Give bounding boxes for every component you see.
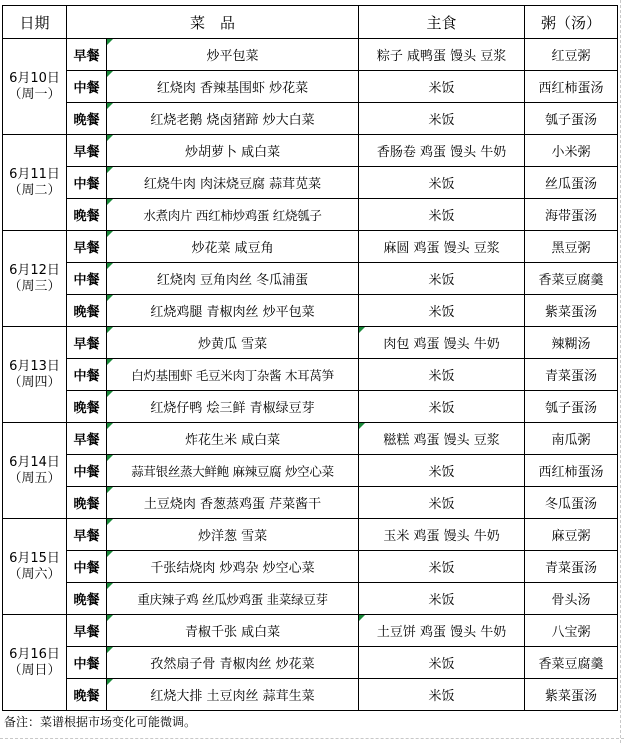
dishes-cell: 红烧仔鸭 烩三鲜 青椒绿豆芽: [107, 391, 359, 423]
meal-row: [3, 647, 618, 679]
dishes-cell: 红烧老鹅 烧卤猪蹄 炒大白菜: [107, 103, 359, 135]
staple-cell: 米饭: [359, 295, 525, 327]
meal-row: [3, 199, 618, 231]
day-date: 6月10日: [9, 70, 60, 86]
day-weekday: （周一）: [8, 86, 61, 102]
meal-row: [3, 519, 618, 551]
soup-cell: 青菜蛋汤: [525, 359, 618, 391]
day-date: 6月16日: [9, 646, 60, 662]
day-cell: [3, 519, 67, 615]
staple-cell: 糍糕 鸡蛋 馒头 豆浆: [359, 423, 525, 455]
meal-row: [3, 263, 618, 295]
meal-label: 中餐: [67, 71, 107, 103]
soup-cell: 辣糊汤: [525, 327, 618, 359]
soup-cell: 瓠子蛋汤: [525, 391, 618, 423]
meal-row: [3, 39, 618, 71]
meal-row: [3, 615, 618, 647]
dishes-cell: 红烧肉 香辣基围虾 炒花菜: [107, 71, 359, 103]
dishes-cell: 炒黄瓜 雪菜: [107, 327, 359, 359]
staple-cell: 土豆饼 鸡蛋 馒头 牛奶: [359, 615, 525, 647]
staple-cell: 米饭: [359, 455, 525, 487]
day-date: 6月11日: [9, 166, 60, 182]
meal-row: [3, 359, 618, 391]
page-boundary-horizontal: [0, 738, 624, 740]
dishes-cell: 水煮肉片 西红柿炒鸡蛋 红烧瓠子: [107, 199, 359, 231]
day-date: 6月14日: [9, 454, 60, 470]
soup-cell: 冬瓜蛋汤: [525, 487, 618, 519]
day-cell: [3, 327, 67, 423]
soup-cell: 红豆粥: [525, 39, 618, 71]
footnote: 备注：菜谱根据市场变化可能微调。: [4, 715, 197, 729]
soup-cell: 南瓜粥: [525, 423, 618, 455]
soup-cell: 西红柿蛋汤: [525, 455, 618, 487]
meal-row: [3, 391, 618, 423]
meal-label: 中餐: [67, 551, 107, 583]
meal-row: [3, 135, 618, 167]
dishes-cell: 红烧大排 土豆肉丝 蒜茸生菜: [107, 679, 359, 711]
header-dishes: 菜 品: [67, 6, 359, 39]
dishes-cell: 白灼基围虾 毛豆米肉丁杂酱 木耳莴笋: [107, 359, 359, 391]
day-cell: [3, 39, 67, 135]
staple-cell: 米饭: [359, 71, 525, 103]
meal-label: 早餐: [67, 231, 107, 263]
dishes-cell: 红烧牛肉 肉沫烧豆腐 蒜茸苋菜: [107, 167, 359, 199]
day-cell: [3, 231, 67, 327]
soup-cell: 丝瓜蛋汤: [525, 167, 618, 199]
meal-row: [3, 71, 618, 103]
soup-cell: 八宝粥: [525, 615, 618, 647]
soup-cell: 海带蛋汤: [525, 199, 618, 231]
header-staple: 主食: [359, 6, 525, 39]
staple-cell: 米饭: [359, 391, 525, 423]
soup-cell: 紫菜蛋汤: [525, 679, 618, 711]
day-date: 6月15日: [9, 550, 60, 566]
meal-label: 中餐: [67, 455, 107, 487]
dishes-cell: 炒花菜 咸豆角: [107, 231, 359, 263]
staple-cell: 米饭: [359, 103, 525, 135]
meal-label: 早餐: [67, 423, 107, 455]
staple-cell: 米饭: [359, 167, 525, 199]
meal-row: [3, 487, 618, 519]
soup-cell: 小米粥: [525, 135, 618, 167]
weekly-menu-table: [2, 5, 618, 711]
meal-label: 中餐: [67, 167, 107, 199]
staple-cell: 米饭: [359, 583, 525, 615]
soup-cell: 西红柿蛋汤: [525, 71, 618, 103]
day-weekday: （周二）: [8, 182, 61, 198]
staple-cell: 米饭: [359, 487, 525, 519]
staple-cell: 米饭: [359, 647, 525, 679]
staple-cell: 米饭: [359, 359, 525, 391]
meal-row: [3, 455, 618, 487]
meal-label: 中餐: [67, 263, 107, 295]
soup-cell: 黑豆粥: [525, 231, 618, 263]
meal-label: 早餐: [67, 615, 107, 647]
day-cell: [3, 423, 67, 519]
day-weekday: （周五）: [8, 470, 61, 486]
staple-cell: 玉米 鸡蛋 馒头 牛奶: [359, 519, 525, 551]
meal-label: 早餐: [67, 135, 107, 167]
meal-row: [3, 167, 618, 199]
dishes-cell: 炒洋葱 雪菜: [107, 519, 359, 551]
staple-cell: 米饭: [359, 551, 525, 583]
menu-body: [3, 39, 618, 711]
day-cell: [3, 135, 67, 231]
meal-row: [3, 551, 618, 583]
meal-label: 晚餐: [67, 679, 107, 711]
meal-label: 晚餐: [67, 103, 107, 135]
meal-row: [3, 327, 618, 359]
dishes-cell: 红烧肉 豆角肉丝 冬瓜浦蛋: [107, 263, 359, 295]
soup-cell: 紫菜蛋汤: [525, 295, 618, 327]
soup-cell: 香菜豆腐羹: [525, 263, 618, 295]
meal-label: 早餐: [67, 519, 107, 551]
soup-cell: 香菜豆腐羹: [525, 647, 618, 679]
staple-cell: 香肠卷 鸡蛋 馒头 牛奶: [359, 135, 525, 167]
staple-cell: 米饭: [359, 679, 525, 711]
soup-cell: 青菜蛋汤: [525, 551, 618, 583]
day-weekday: （周四）: [8, 374, 61, 390]
day-date: 6月13日: [9, 358, 60, 374]
meal-row: [3, 583, 618, 615]
dishes-cell: 蒜茸银丝蒸大鲜鲍 麻辣豆腐 炒空心菜: [107, 455, 359, 487]
meal-label: 中餐: [67, 359, 107, 391]
meal-label: 早餐: [67, 39, 107, 71]
dishes-cell: 重庆辣子鸡 丝瓜炒鸡蛋 韭菜绿豆芽: [107, 583, 359, 615]
staple-cell: 肉包 鸡蛋 馒头 牛奶: [359, 327, 525, 359]
meal-row: [3, 295, 618, 327]
meal-label: 晚餐: [67, 295, 107, 327]
day-cell: [3, 615, 67, 711]
dishes-cell: 土豆烧肉 香葱蒸鸡蛋 芹菜酱干: [107, 487, 359, 519]
dishes-cell: 青椒千张 咸白菜: [107, 615, 359, 647]
dishes-cell: 炸花生米 咸白菜: [107, 423, 359, 455]
day-weekday: （周六）: [8, 566, 61, 582]
dishes-cell: 炒胡萝卜 咸白菜: [107, 135, 359, 167]
staple-cell: 米饭: [359, 199, 525, 231]
meal-row: [3, 231, 618, 263]
meal-label: 中餐: [67, 647, 107, 679]
staple-cell: 粽子 咸鸭蛋 馒头 豆浆: [359, 39, 525, 71]
meal-label: 晚餐: [67, 391, 107, 423]
soup-cell: 骨头汤: [525, 583, 618, 615]
dishes-cell: 红烧鸡腿 青椒肉丝 炒平包菜: [107, 295, 359, 327]
dishes-cell: 孜然扇子骨 青椒肉丝 炒花菜: [107, 647, 359, 679]
day-weekday: （周日）: [8, 662, 61, 678]
soup-cell: 瓠子蛋汤: [525, 103, 618, 135]
dishes-cell: 千张结烧肉 炒鸡杂 炒空心菜: [107, 551, 359, 583]
header-soup: 粥（汤）: [525, 6, 618, 39]
meal-row: [3, 679, 618, 711]
day-weekday: （周三）: [8, 278, 61, 294]
day-date: 6月12日: [9, 262, 60, 278]
dishes-cell: 炒平包菜: [107, 39, 359, 71]
staple-cell: 麻圆 鸡蛋 馒头 豆浆: [359, 231, 525, 263]
meal-label: 晚餐: [67, 487, 107, 519]
meal-row: [3, 103, 618, 135]
staple-cell: 米饭: [359, 263, 525, 295]
meal-row: [3, 423, 618, 455]
meal-label: 晚餐: [67, 199, 107, 231]
header-row: [3, 6, 618, 39]
soup-cell: 麻豆粥: [525, 519, 618, 551]
meal-label: 晚餐: [67, 583, 107, 615]
page-boundary-vertical: [620, 0, 622, 743]
meal-label: 早餐: [67, 327, 107, 359]
header-date: 日期: [3, 6, 67, 39]
